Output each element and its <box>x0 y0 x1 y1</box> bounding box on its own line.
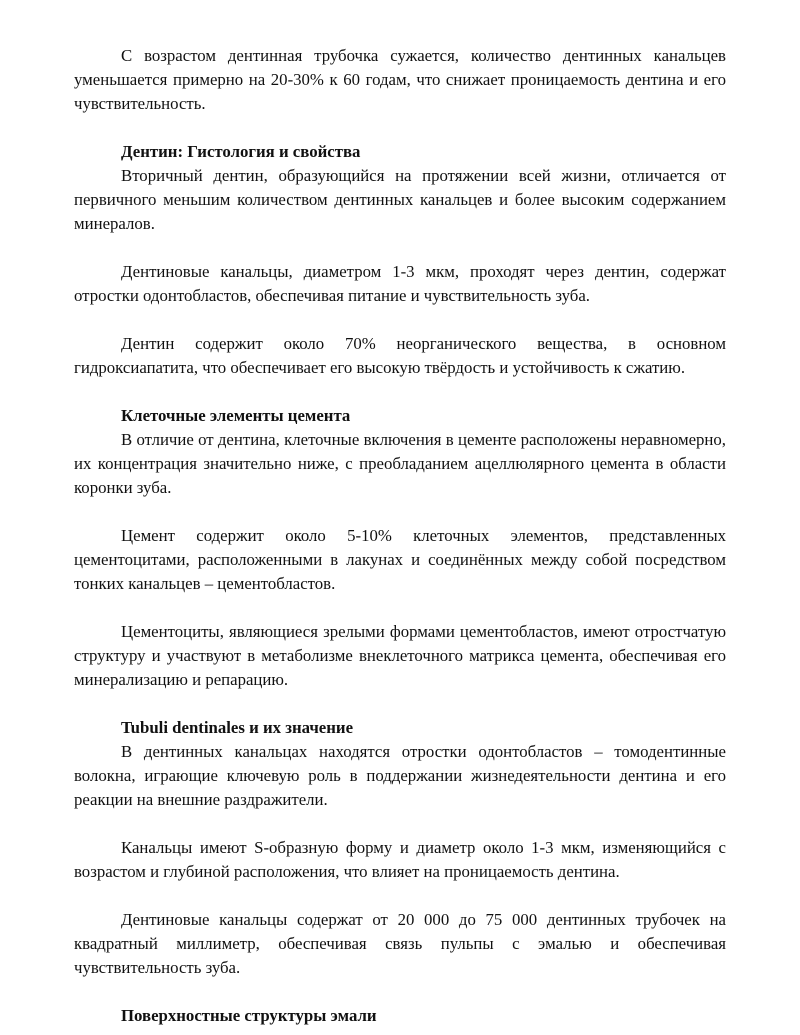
paragraph-cementocytes: Цементоциты, являющиеся зрелыми формами цементобластов, имеют отростчатую структуру и участвуют в метаболизме внеклеточного матрикса цемента, обеспечивая его минерализацию и репарацию. <box>74 622 726 689</box>
spacer <box>74 692 726 716</box>
paragraph-odontoblast-processes: В дентинных канальцах находятся отростки одонтобластов – томодентинные волокна, играющие ключевую роль в поддержании жизнедеятельности дентина и его реакции на внешние раздражители. <box>74 742 726 809</box>
spacer <box>74 116 726 140</box>
paragraph-cement-inclusions: В отличие от дентина, клеточные включения в цементе расположены неравномерно, их концентрация значительно ниже, с преобладанием ацеллюлярного цемента в области коронки зуба. <box>74 430 726 497</box>
section-heading-enamel-surface: Поверхностные структуры эмали <box>121 1006 377 1025</box>
spacer <box>74 500 726 524</box>
spacer <box>74 308 726 332</box>
spacer <box>74 236 726 260</box>
section-heading-cement-cells: Клеточные элементы цемента <box>121 406 351 425</box>
section-heading-dentin-histology: Дентин: Гистология и свойства <box>121 142 361 161</box>
section-heading-tubuli-dentinales: Tubuli dentinales и их значение <box>121 718 354 737</box>
spacer <box>74 812 726 836</box>
paragraph-dentin-composition: Дентин содержит около 70% неорганического вещества, в основном гидроксиапатита, что обеспечивает его высокую твёрдость и устойчивость к сжатию. <box>74 334 726 377</box>
spacer <box>74 380 726 404</box>
spacer <box>74 884 726 908</box>
paragraph-tubule-density: Дентиновые канальцы содержат от 20 000 до 75 000 дентинных трубочек на квадратный миллиметр, обеспечивая связь пульпы с эмалью и обеспечивая чувствительность зуба. <box>74 910 726 977</box>
paragraph-cement-composition: Цемент содержит около 5-10% клеточных элементов, представленных цементоцитами, расположенными в лакунах и соединённых между собой посредством тонких канальцев – цементобластов. <box>74 526 726 593</box>
paragraph-dentin-tubules: Дентиновые канальцы, диаметром 1-3 мкм, проходят через дентин, содержат отростки одонтобластов, обеспечивая питание и чувствительность зуба. <box>74 262 726 305</box>
spacer <box>74 980 726 1004</box>
intro-paragraph: С возрастом дентинная трубочка сужается, количество дентинных канальцев уменьшается примерно на 20-30% к 60 годам, что снижает проницаемость дентина и его чувствительность. <box>74 46 726 113</box>
paragraph-tubule-shape: Канальцы имеют S-образную форму и диаметр около 1-3 мкм, изменяющийся с возрастом и глубиной расположения, что влияет на проницаемость дентина. <box>74 838 726 881</box>
document-page <box>74 44 726 1028</box>
paragraph-secondary-dentin: Вторичный дентин, образующийся на протяжении всей жизни, отличается от первичного меньшим количеством дентинных канальцев и более высоким содержанием минералов. <box>74 166 726 233</box>
spacer <box>74 596 726 620</box>
